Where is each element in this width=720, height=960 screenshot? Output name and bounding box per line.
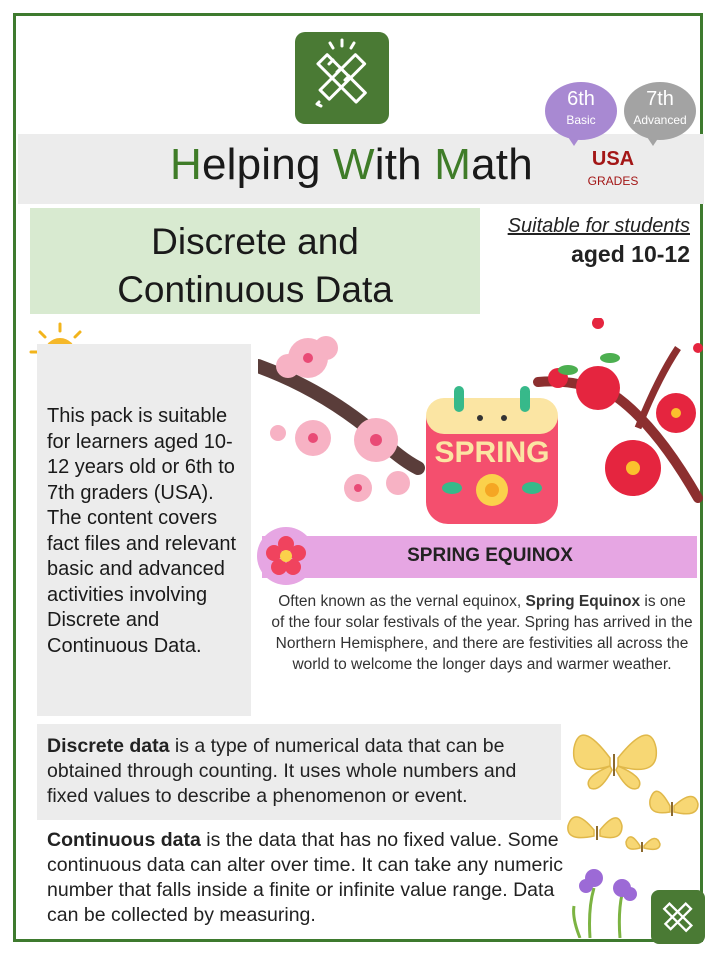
spring-description: Often known as the vernal equinox, Spring Equinox is one of the four solar festivals of the year. Spring has arrived in the Northern Hemisphere, and there are festivities all across the world to welcome the longer days and warmer weather. [271, 593, 693, 673]
grades-label: GRADES [587, 174, 639, 188]
pencil-ruler-icon [651, 890, 705, 944]
grade-level: Basic [566, 113, 596, 127]
age-range: aged 10-12 [571, 241, 690, 267]
intro-text: This pack is suitable for learners aged 10-12 years old or 6th to 7th graders (USA). The content covers fact files and relevant basic and advanced activities involving Discrete and Continuous Data. [47, 405, 236, 657]
discrete-definition: Discrete data is a type of numerical data that can be obtained through counting. It uses whole numbers and fixed values to describe a phenomenon or event. [47, 735, 517, 807]
pencil-ruler-icon [295, 32, 389, 124]
spring-banner-title: SPRING EQUINOX [407, 545, 573, 566]
topic-title-line: Continuous Data [117, 269, 393, 310]
brand-title: Helping With Math [170, 140, 533, 189]
suitable-label: Suitable for students [507, 215, 690, 237]
spring-badge-text: SPRING [434, 436, 550, 469]
grade-badge-6th [545, 82, 617, 140]
spring-illustration [258, 318, 704, 524]
country-label: USA [591, 148, 635, 170]
topic-title-line: Discrete and [151, 221, 359, 262]
grade-level: Advanced [633, 113, 687, 127]
brand-logo [295, 32, 389, 124]
brand-logo-small [651, 890, 705, 944]
grade-badge-7th [624, 82, 696, 140]
topic-title [30, 218, 480, 314]
continuous-definition: Continuous data is the data that has no fixed value. Some continuous data can alter over time. It can take any numeric number that falls inside a finite or infinite value range. Data can be collected by measuring. [47, 829, 563, 926]
grade-number: 6th [567, 88, 595, 110]
grade-number: 7th [646, 88, 674, 110]
